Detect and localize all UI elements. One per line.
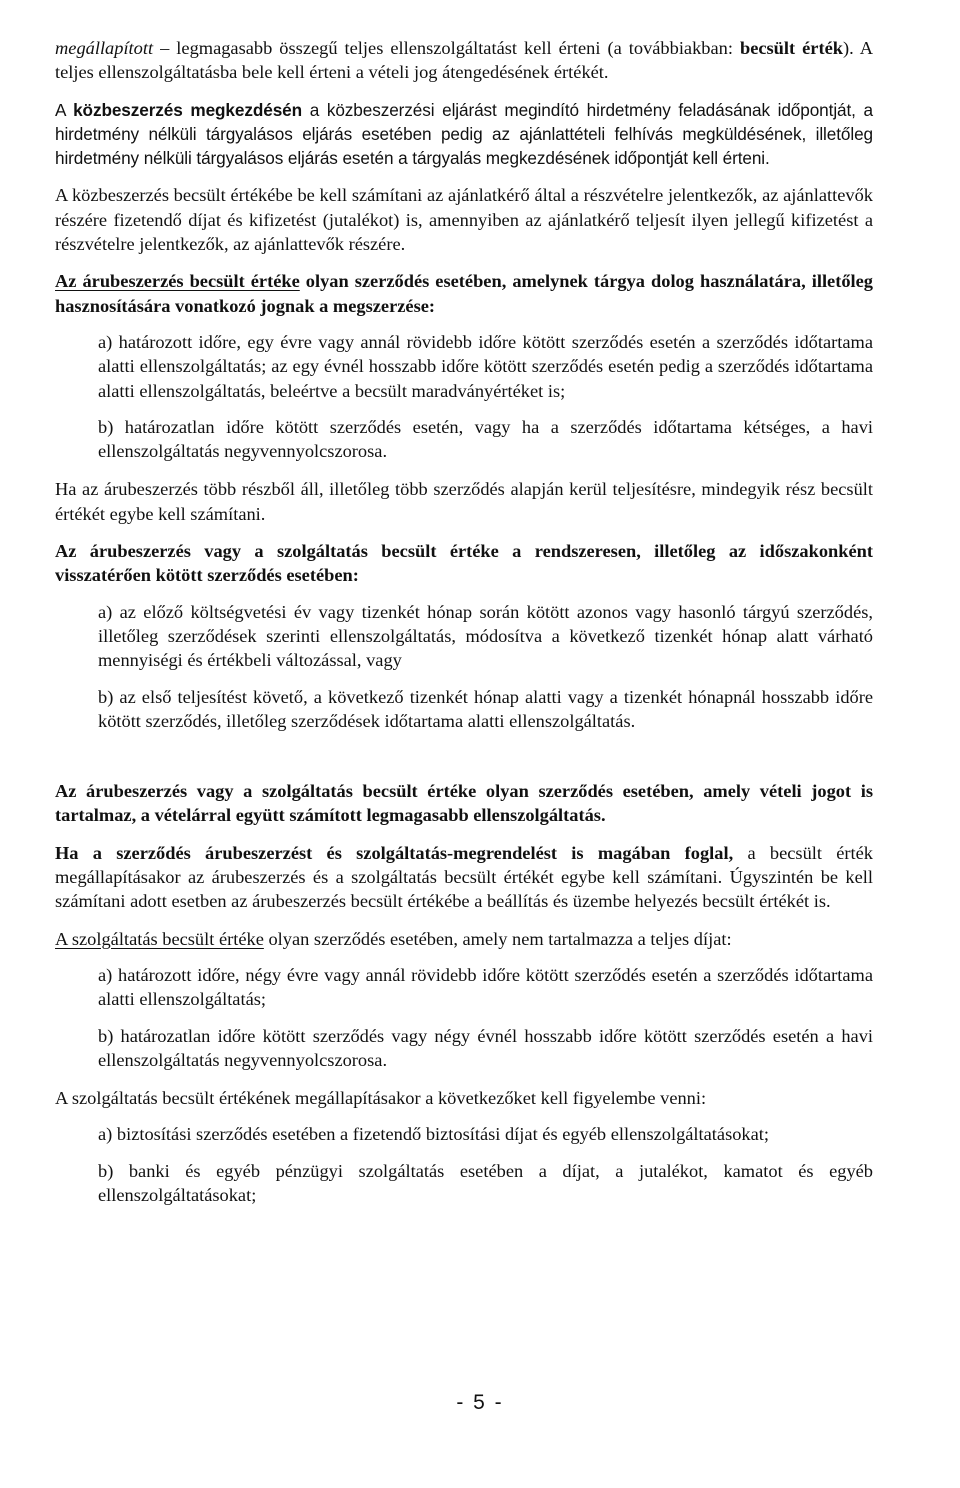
paragraph-szolgaltatas-becsult-ertek [55,927,873,951]
list-item-a: a) határozott időre, egy évre vagy annál rövidebb időre kötött szerződés esetén a szerződés időtartama alatti ellenszolgáltatás; az egy évnél hosszabb időre kötött szerződés esetén pedig a szerződés időtartama alatti ellenszolgáltatás, beleértve a becsült maradványértéket is; [98,331,873,401]
italic-term: megállapított [55,38,154,58]
bold-text: Ha a szerződés árubeszerzést és szolgáltatás-megrendelést is magában foglal, [55,842,734,863]
list-item-b: b) az első teljesítést követő, a következő tizenkét hónap alatti vagy a tizenkét hónapnál hosszabb időre kötött szerződés, illetőleg szerződések időtartama alatti ellenszolgáltatás. [98,686,873,731]
text: a közbeszerzési eljárást megindító hirdetmény feladásának időpontját, a hirdetmény nélküli tárgyalásos eljárás esetében pedig az ajánlattételi felhívás megküldésének, illetőleg hirdetmény nélküli tárgyalásos eljárás esetén a tárgyalás megkezdésének időpontját kell érteni. [55,99,873,169]
list-item-a: a) biztosítási szerződés esetében a fizetendő biztosítási díjat és egyéb ellenszolgáltatásokat; [98,1124,770,1145]
paragraph-kozbeszerzes-megkezdese [55,98,873,171]
text: ). A teljes ellenszolgáltatásba bele kell érteni a vételi jog átengedésének értékét. [55,38,873,83]
list-item-b: b) határozatlan időre kötött szerződés vagy négy évnél hosszabb időre kötött szerződés esetén a havi ellenszolgáltatás negyvennyolcszorosa. [98,1025,873,1070]
bold-term: becsült érték [739,38,843,58]
paragraph-tobb-resz: Ha az árubeszerzés több részből áll, illetőleg több szerződés alapján kerül teljesítésre, mindegyik rész becsült értékét egybe kell számítani. [55,479,873,524]
page-number: - 5 - [456,1391,504,1414]
list-item-a: a) határozott időre, négy évre vagy annál rövidebb időre kötött szerződés esetén a szerződés időtartama alatti ellenszolgáltatás; [98,964,873,1010]
paragraph-vegyes-szerzodes [55,841,873,914]
document-body [55,36,873,1220]
bold-text: olyan szerződés esetében, amelynek tárgya dolog használatára, illetőleg hasznosítására vonatkozó jognak a megszerzése: [55,271,874,316]
text: a becsült érték megállapításakor az árubeszerzés és a szolgáltatás becsült értékét egybe kell számítani. Úgyszintén be kell számítani adott esetben az árubeszerzés becsült értékébe a beállítás és üzembe helyezés becsült értékét is. [55,842,874,912]
bold-term: közbeszerzés megkezdésén [73,99,303,120]
list-item-a: a) az előző költségvetési év vagy tizenkét hónap során kötött azonos vagy hasonló tárgyú szerződés, illetőleg szerződések szerinti ellenszolgáltatás, módosítva a következő tizenkét hónap alatt várható mennyiségi és értékbeli változással, vagy [98,601,873,671]
text: A [55,99,74,120]
text: – legmagasabb összegű teljes ellenszolgáltatást kell érteni (a továbbiakban: [153,38,740,58]
list-item-b: b) határozatlan időre kötött szerződés esetén, vagy ha a szerződés időtartama kétséges, a havi ellenszolgáltatás negyvennyolcszorosa. [98,416,873,462]
paragraph-rendszeresen: Az árubeszerzés vagy a szolgáltatás becsült értéke a rendszeresen, illetőleg az időszakonként visszatérően kötött szerződés esetében: [55,541,873,586]
text: olyan szerződés esetében, amely nem tartalmazza a teljes díjat: [263,928,732,949]
paragraph-becsult-ertek [55,36,873,85]
paragraph-figyelembe-venni: A szolgáltatás becsült értékének megállapításakor a következőket kell figyelembe venni: [55,1088,707,1109]
paragraph-veteli-jog: Az árubeszerzés vagy a szolgáltatás becsült értéke olyan szerződés esetében, amely vételi jogot is tartalmaz, a vételárral együtt számított legmagasabb ellenszolgáltatás. [55,781,873,826]
paragraph-arubeszerzes-dolog [55,269,873,318]
underlined-term: Az árubeszerzés becsült értéke [55,271,300,292]
paragraph-dij-kifizetes: A közbeszerzés becsült értékébe be kell számítani az ajánlatkérő által a részvételre jelentkezők, az ajánlattevők részére fizetendő díjat és kifizetést (jutalékot) is, amennyiben az ajánlatkérő teljesít ilyen jellegű kifizetést a részvételre jelentkezők, az ajánlattevők részére. [55,185,873,255]
underlined-term: A szolgáltatás becsült értéke [55,928,264,949]
list-item-b: b) banki és egyéb pénzügyi szolgáltatás esetében a díjat, a jutalékot, kamatot és egyéb ellenszolgáltatásokat; [98,1160,873,1205]
